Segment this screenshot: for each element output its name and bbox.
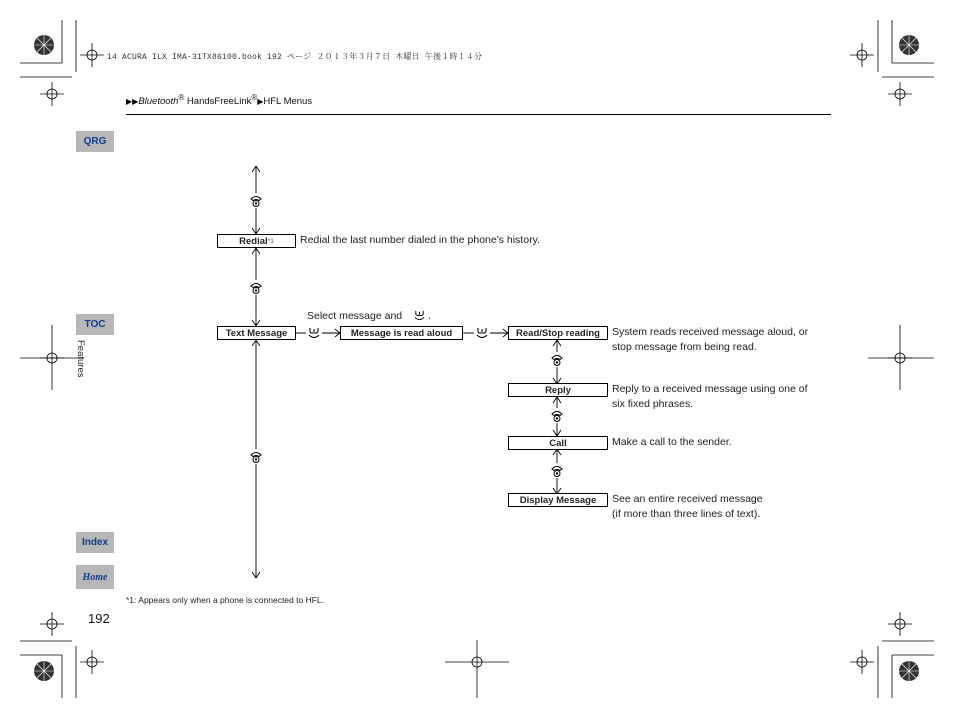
talk-button-icon (415, 311, 424, 320)
breadcrumb-arrow: ▶ (257, 97, 264, 107)
display-description (612, 492, 763, 522)
footnote-ref: *1 (267, 237, 274, 245)
message-read-aloud-box: Message is read aloud (340, 326, 463, 340)
read-stop-desc-line1: System reads received message aloud, or (612, 326, 809, 338)
section-label: Features (75, 340, 86, 378)
breadcrumb-arrows: ▶▶ (126, 97, 139, 107)
breadcrumb-hfl-menus: HFL Menus (263, 96, 313, 108)
display-message-box: Display Message (508, 493, 608, 507)
footnote: *1: Appears only when a phone is connected to HFL. (126, 595, 324, 605)
redial-box (217, 234, 296, 248)
read-stop-reading-box: Read/Stop reading (508, 326, 608, 340)
reg-mark: ® (251, 93, 258, 102)
reply-box: Reply (508, 383, 608, 397)
select-message-hint: Select message and (307, 310, 403, 322)
reply-desc-line1: Reply to a received message using one of (612, 383, 808, 395)
toc-tab[interactable]: TOC (76, 314, 114, 335)
home-tab[interactable]: Home (76, 565, 114, 589)
read-stop-desc-line2: stop message from being read. (612, 341, 757, 353)
breadcrumb-bluetooth[interactable]: Bluetooth (138, 96, 179, 108)
print-header: 14 ACURA ILX IMA-31TX86100.book 192 ページ ２０１３年３月７日 木曜日 午後１時１４分 (107, 53, 483, 62)
display-desc-line2: (if more than three lines of text). (612, 508, 761, 520)
read-stop-description (612, 325, 808, 355)
talk-button-icon (309, 328, 319, 338)
display-desc-line1: See an entire received message (612, 493, 763, 505)
reg-mark: ® (178, 93, 185, 102)
call-description: Make a call to the sender. (612, 436, 732, 448)
talk-button-icon (477, 328, 487, 338)
redial-description: Redial the last number dialed in the phone's history. (300, 234, 540, 246)
qrg-tab[interactable]: QRG (76, 131, 114, 152)
hint-period: . (428, 310, 431, 322)
text-message-box: Text Message (217, 326, 296, 340)
reply-description (612, 382, 808, 412)
redial-label: Redial (239, 235, 268, 247)
call-box: Call (508, 436, 608, 450)
reply-desc-line2: six fixed phrases. (612, 398, 694, 410)
page-number: 192 (88, 611, 110, 626)
index-tab[interactable]: Index (76, 532, 114, 553)
breadcrumb-handsfreelink[interactable]: HandsFreeLink (184, 96, 252, 108)
